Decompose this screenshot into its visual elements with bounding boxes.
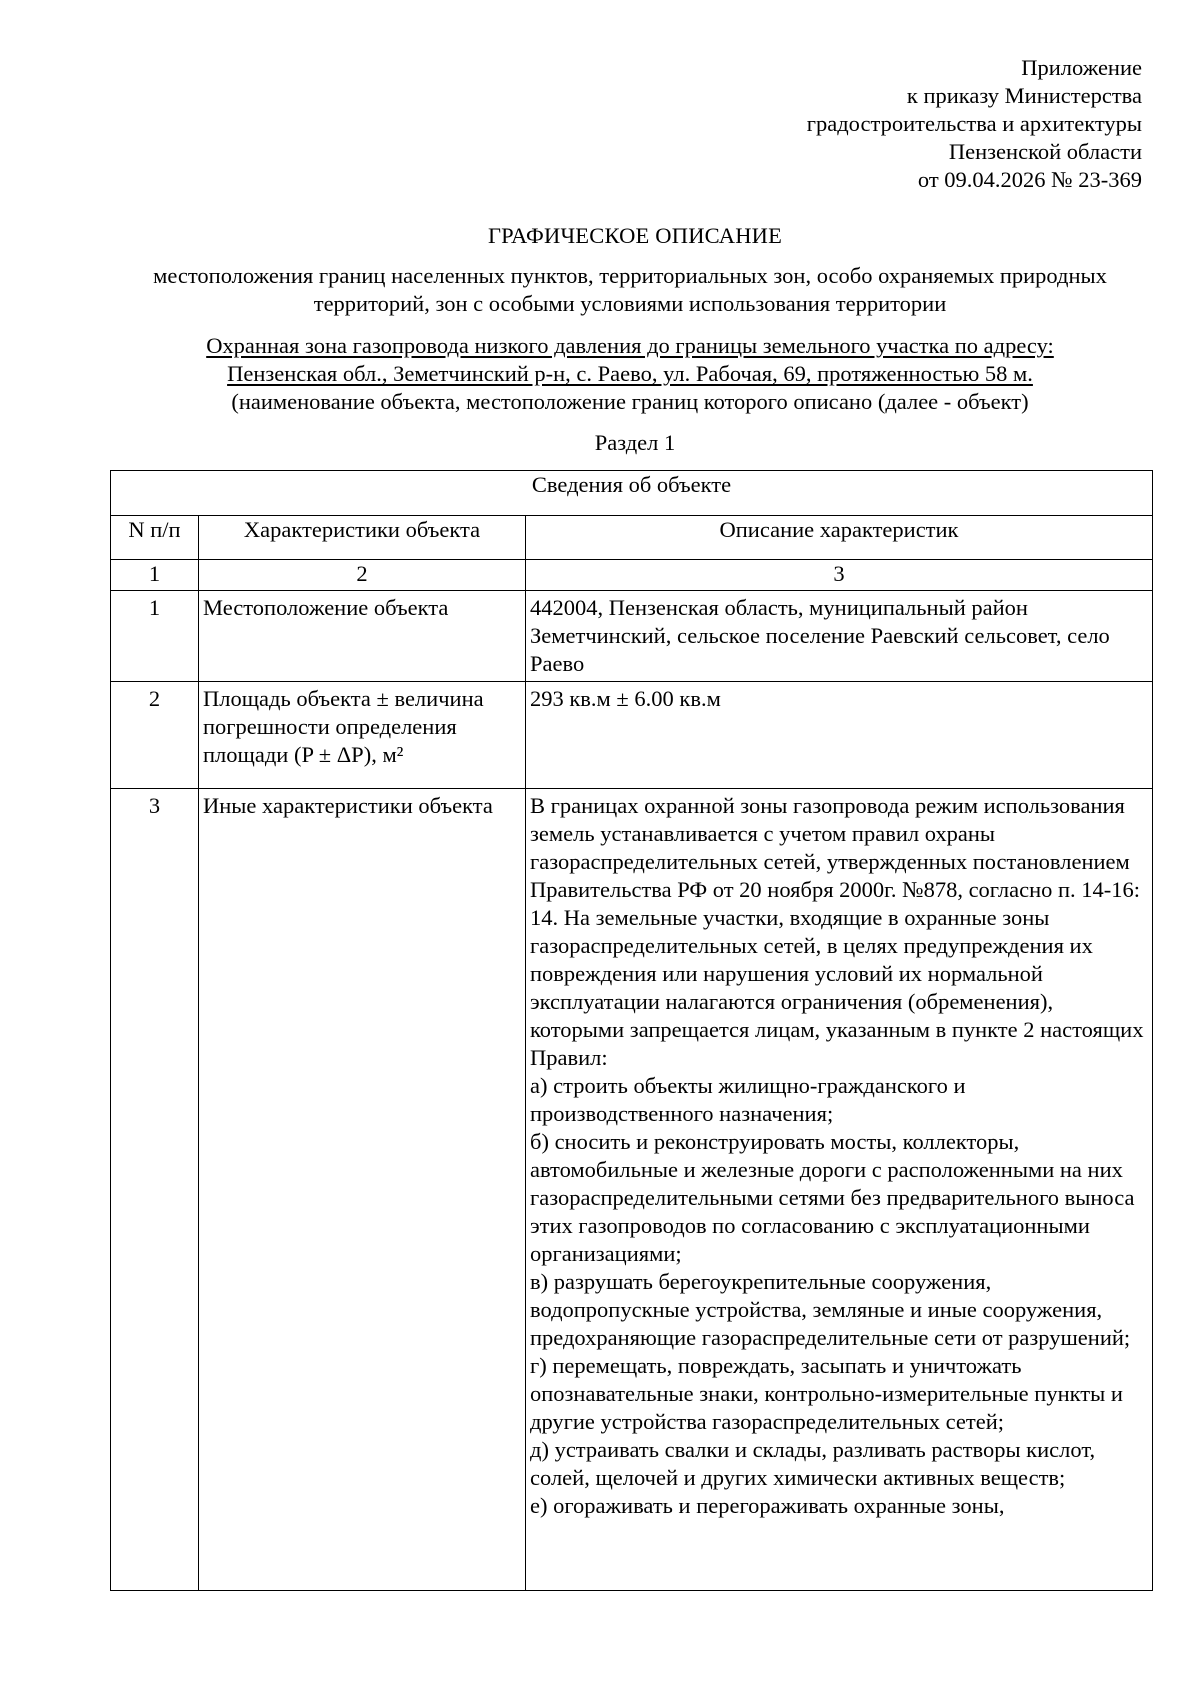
row-number: 2: [111, 682, 199, 789]
header-number: N п/п: [111, 516, 199, 560]
table-caption-row: [111, 471, 1153, 516]
appendix-line-3: градостроительства и архитектуры: [806, 111, 1142, 136]
appendix-line-5: от 09.04.2026 № 23-369: [917, 167, 1142, 192]
object-name: [110, 332, 1150, 388]
section-label: Раздел 1: [594, 430, 676, 455]
row-description: 442004, Пензенская область, муниципальный район Земетчинский, сельское поселение Раевский сельсовет, село Раево: [526, 591, 1153, 682]
object-caption: (наименование объекта, местоположение границ которого описано (далее - объект): [231, 389, 1029, 414]
table-header-row: [111, 516, 1153, 560]
column-number-1: 1: [111, 560, 199, 591]
document-subtitle: местоположения границ населенных пунктов, территориальных зон, особо охраняемых природных территорий, зон с особыми условиями использования территории: [153, 263, 1107, 316]
object-info-table: [110, 470, 1153, 1591]
table-row: [111, 591, 1153, 682]
appendix-line-4: Пензенской области: [948, 139, 1142, 164]
table-row: [111, 682, 1153, 789]
object-name-line-1: Охранная зона газопровода низкого давления до границы земельного участка по адресу:: [206, 333, 1054, 358]
table-caption: Сведения об объекте: [111, 471, 1153, 516]
object-name-line-2: Пензенская обл., Земетчинский р-н, с. Раево, ул. Рабочая, 69, протяженностью 58 м.: [227, 361, 1033, 386]
column-number-3: 3: [526, 560, 1153, 591]
header-description: Описание характеристик: [526, 516, 1153, 560]
document-title: ГРАФИЧЕСКОЕ ОПИСАНИЕ: [487, 223, 783, 248]
row-characteristic: Местоположение объекта: [199, 591, 526, 682]
table-row: [111, 789, 1153, 1591]
row-number: 3: [111, 789, 199, 1591]
header-characteristic: Характеристики объекта: [199, 516, 526, 560]
row-number: 1: [111, 591, 199, 682]
row-description: В границах охранной зоны газопровода режим использования земель устанавливается с учетом правил охраны газораспределительных сетей, утвержденных постановлением Правительства РФ от 20 ноября 2000г. №878, согласно п. 14-16: 14. На земельные участки, входящие в охранные зоны газораспределительных сетей, в целях предупреждения их повреждения или нарушения условий их нормальной эксплуатации налагаются ограничения (обременения), которыми запрещается лицам, указанным в пункте 2 настоящих Правил: а) строить объекты жилищно-гражданского и производственного назначения; б) сносить и реконструировать мосты, коллекторы, автомобильные и железные дороги с расположенными на них газораспределительными сетями без предварительного выноса этих газопроводов по согласованию с эксплуатационными организациями; в) разрушать берегоукрепительные сооружения, водопропускные устройства, земляные и иные сооружения, предохраняющие газораспределительные сети от разрушений; г) перемещать, повреждать, засыпать и уничтожать опознавательные знаки, контрольно-измерительные пункты и другие устройства газораспределительных сетей; д) устраивать свалки и склады, разливать растворы кислот, солей, щелочей и других химически активных веществ; е) огораживать и перегораживать охранные зоны,: [526, 789, 1153, 1591]
appendix-line-2: к приказу Министерства: [906, 83, 1142, 108]
row-description: 293 кв.м ± 6.00 кв.м: [526, 682, 1153, 789]
row-characteristic: Площадь объекта ± величина погрешности определения площади (P ± ΔP), м²: [199, 682, 526, 789]
table-column-numbers-row: [111, 560, 1153, 591]
appendix-line-1: Приложение: [1021, 55, 1142, 80]
column-number-2: 2: [199, 560, 526, 591]
appendix-block: [622, 54, 1142, 194]
row-characteristic: Иные характеристики объекта: [199, 789, 526, 1591]
